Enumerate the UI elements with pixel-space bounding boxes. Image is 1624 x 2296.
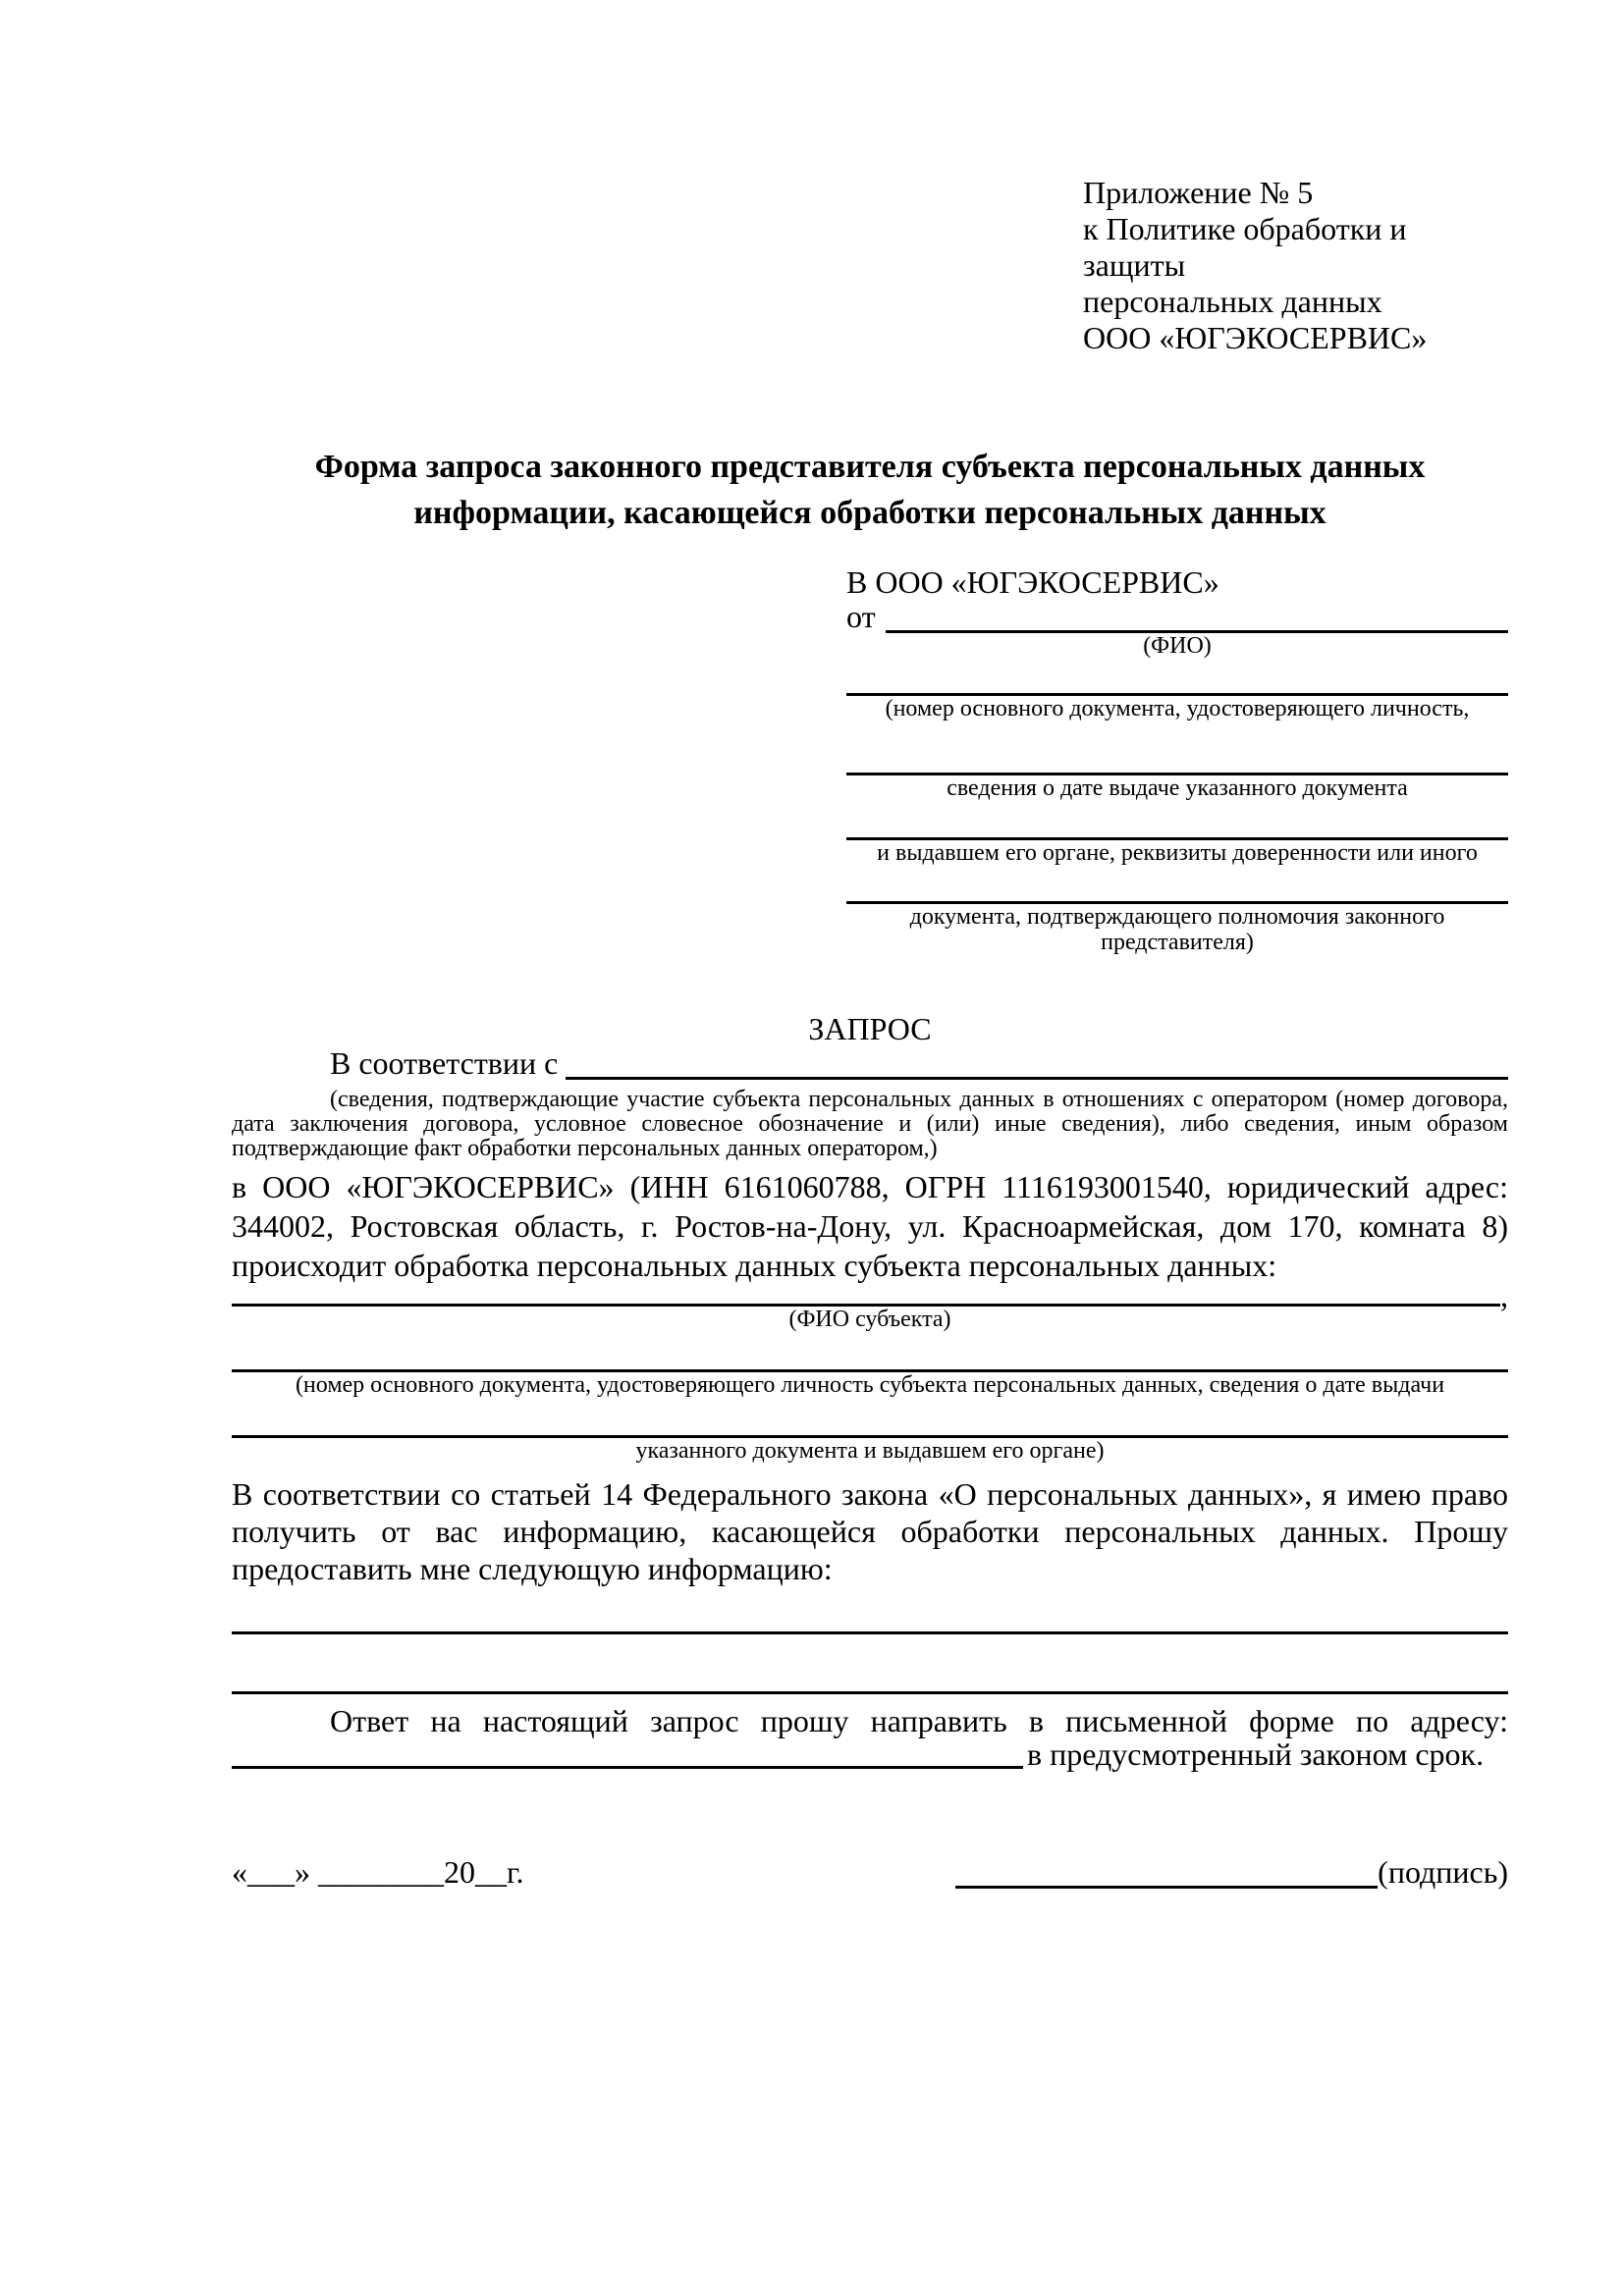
- subject-document-blank-line: [232, 1332, 1508, 1372]
- appendix-header-line: к Политике обработки и защиты: [1083, 211, 1407, 283]
- form-title: [232, 444, 1508, 536]
- authority-document-blank-line: [846, 866, 1508, 904]
- appendix-header: [1083, 175, 1508, 356]
- accordance-footnote: (сведения, подтверждающие участие субъекта персональных данных в отношениях с оператором (номер договора, дата заключения договора, условное словесное обозначение и (или) иные сведения), либо сведения, иным образом подтверждающие факт обработки персональных данных оператором,): [232, 1087, 1508, 1161]
- accordance-label: В соответствии с: [330, 1045, 559, 1081]
- document-content: [232, 0, 1508, 1889]
- from-label: от: [846, 599, 876, 634]
- subject-document-caption: (номер основного документа, удостоверяющего личность субъекта персональных данных, сведения о дате выдачи: [295, 1372, 1445, 1398]
- subject-document-caption: указанного документа и выдавшем его органе): [635, 1438, 1105, 1464]
- blank-line-caption: и выдавшем его органе, реквизиты доверенности или иного: [877, 840, 1478, 866]
- appendix-header-line: ООО «ЮГЭКОСЕРВИС»: [1083, 320, 1428, 355]
- form-title-line: информации, касающейся обработки персональных данных: [413, 495, 1326, 531]
- form-title-line: Форма запроса законного представителя субъекта персональных данных: [314, 449, 1426, 485]
- date-line: «___» ________20__г.: [232, 1854, 524, 1890]
- answer-address-blank-line: [232, 1739, 1023, 1769]
- fio-caption: (ФИО): [1143, 633, 1212, 659]
- issuing-authority-blank-line: [846, 801, 1508, 840]
- answer-paragraph: Ответ на настоящий запрос прошу направить в письменной форме по адресу:: [330, 1703, 1508, 1738]
- signature-caption: (подпись): [1378, 1854, 1508, 1890]
- addressee-block: [846, 564, 1508, 955]
- from-row: [846, 600, 1508, 633]
- blank-line-caption: документа, подтверждающего полномочия законного представителя): [909, 904, 1445, 955]
- appendix-header-line: Приложение № 5: [1083, 175, 1314, 210]
- information-blank-line: [232, 1587, 1508, 1634]
- blank-line-caption: сведения о дате выдаче указанного документа: [947, 775, 1408, 801]
- answer-address-row: [232, 1736, 1508, 1772]
- fio-blank-line: [886, 600, 1508, 633]
- answer-tail-text: в предусмотренный законом срок.: [1027, 1736, 1485, 1772]
- signature-group: [955, 1855, 1508, 1889]
- issue-date-blank-line: [846, 721, 1508, 775]
- subject-document-blank-line: [232, 1398, 1508, 1438]
- subject-fio-row: [232, 1278, 1508, 1313]
- subject-fio-caption: (ФИО субъекта): [788, 1307, 951, 1332]
- comma-text: ,: [1500, 1278, 1508, 1313]
- addressee-org: В ООО «ЮГЭКОСЕРВИС»: [846, 564, 1219, 600]
- information-blank-line: [232, 1634, 1508, 1694]
- date-signature-row: [232, 1855, 1508, 1889]
- blank-line-caption: (номер основного документа, удостоверяющего личность,: [885, 696, 1470, 721]
- law-paragraph: В соответствии со статьей 14 Федерального закона «О персональных данных», я имею право получить от вас информацию, касающейся обработки персональных данных. Прошу предоставить мне следующую информацию:: [232, 1476, 1508, 1586]
- document-number-blank-line: [846, 659, 1508, 696]
- signature-blank-line: [955, 1855, 1378, 1889]
- accordance-row: [232, 1046, 1508, 1080]
- operator-paragraph: в ООО «ЮГЭКОСЕРВИС» (ИНН 6161060788, ОГРН 1116193001540, юридический адрес: 344002, Ростовская область, г. Ростов-на-Дону, ул. Красноармейская, дом 170, комната 8) происходит обработка персональных данных субъекта персональных данных:: [232, 1169, 1508, 1283]
- request-heading: ЗАПРОС: [808, 1011, 932, 1046]
- appendix-header-line: персональных данных: [1083, 284, 1382, 319]
- accordance-blank-line: [566, 1046, 1508, 1080]
- subject-fio-blank-line: [232, 1285, 1500, 1307]
